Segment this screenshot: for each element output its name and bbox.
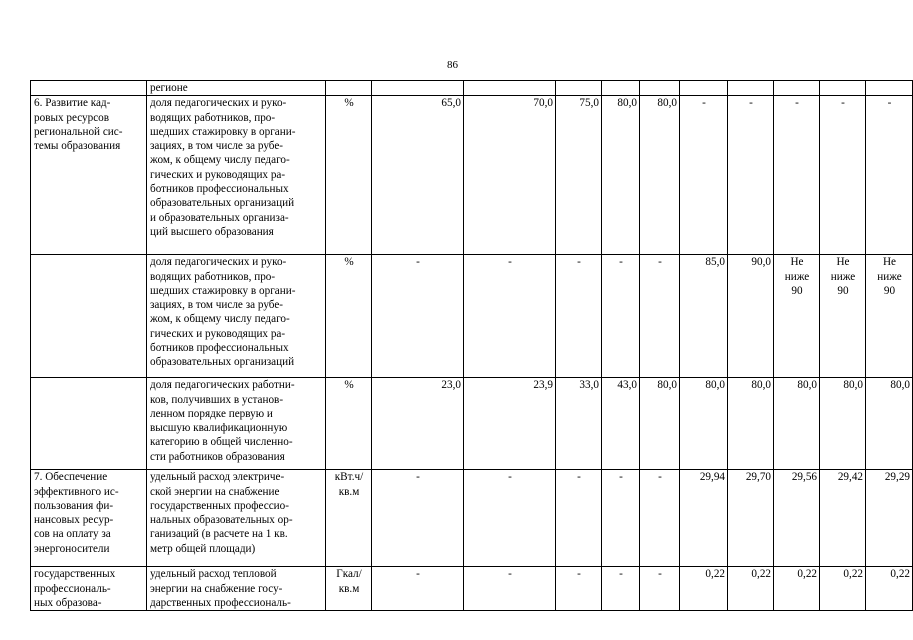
- indicator-cell: доля педагогических и руко- водящих работников, про- шедших стажировку в органи- зациях, в том числе за рубе- жом, к общему числу педаго- гических и руководящих ра- ботников профессиональных образовательных организаций: [147, 255, 326, 378]
- value-cell-6: 85,0: [680, 255, 728, 378]
- table-row: [31, 567, 913, 611]
- value-cell-5: 80,0: [640, 378, 680, 470]
- value-cell-4: 43,0: [602, 378, 640, 470]
- value-cell-4: -: [602, 470, 640, 567]
- value-cell-3: 75,0: [556, 96, 602, 255]
- indicator-cell: доля педагогических работни- ков, получивших в установ- ленном порядке первую и высшую квалификационную категорию в общей численно- сти работников образования: [147, 378, 326, 470]
- value-cell-7: [728, 81, 774, 96]
- value-cell-7: 80,0: [728, 378, 774, 470]
- value-cell-1: -: [372, 567, 464, 611]
- value-cell-2: -: [464, 567, 556, 611]
- unit-cell: [326, 81, 372, 96]
- value-cell-8: [774, 81, 820, 96]
- goal-cell: [31, 81, 147, 96]
- value-cell-2: -: [464, 255, 556, 378]
- value-cell-8: Не ниже 90: [774, 255, 820, 378]
- indicator-cell: регионе: [147, 81, 326, 96]
- indicator-cell: удельный расход электриче- ской энергии на снабжение государственных профессио- нальных образовательных ор- ганизаций (в расчете на 1 кв. метр общей площади): [147, 470, 326, 567]
- value-cell-1: -: [372, 255, 464, 378]
- value-cell-7: 90,0: [728, 255, 774, 378]
- table-row: [31, 470, 913, 567]
- value-cell-3: -: [556, 567, 602, 611]
- value-cell-10: 29,29: [866, 470, 913, 567]
- table-row: [31, 81, 913, 96]
- value-cell-3: -: [556, 470, 602, 567]
- value-cell-9: 29,42: [820, 470, 866, 567]
- value-cell-2: [464, 81, 556, 96]
- value-cell-5: [640, 81, 680, 96]
- value-cell-9: 0,22: [820, 567, 866, 611]
- value-cell-1: [372, 81, 464, 96]
- unit-cell: Гкал/ кв.м: [326, 567, 372, 611]
- value-cell-5: -: [640, 255, 680, 378]
- value-cell-4: -: [602, 255, 640, 378]
- value-cell-7: -: [728, 96, 774, 255]
- value-cell-9: Не ниже 90: [820, 255, 866, 378]
- unit-cell: кВт.ч/ кв.м: [326, 470, 372, 567]
- value-cell-3: [556, 81, 602, 96]
- unit-cell: %: [326, 255, 372, 378]
- value-cell-6: 80,0: [680, 378, 728, 470]
- value-cell-2: 23,9: [464, 378, 556, 470]
- indicator-cell: доля педагогических и руко- водящих работников, про- шедших стажировку в органи- зациях, в том числе за рубе- жом, к общему числу педаго- гических и руководящих ра- ботников профессиональных образовательных организаций и образовательных организа- ций высшего образования: [147, 96, 326, 255]
- indicators-table: [30, 80, 913, 611]
- value-cell-8: 0,22: [774, 567, 820, 611]
- table-row: [31, 96, 913, 255]
- value-cell-9: 80,0: [820, 378, 866, 470]
- goal-cell: 6. Развитие кад- ровых ресурсов региональной сис- темы образования: [31, 96, 147, 255]
- indicator-cell: удельный расход тепловой энергии на снабжение госу- дарственных профессиональ-: [147, 567, 326, 611]
- value-cell-8: 80,0: [774, 378, 820, 470]
- value-cell-1: 65,0: [372, 96, 464, 255]
- value-cell-6: -: [680, 96, 728, 255]
- value-cell-1: 23,0: [372, 378, 464, 470]
- value-cell-9: -: [820, 96, 866, 255]
- value-cell-5: 80,0: [640, 96, 680, 255]
- value-cell-1: -: [372, 470, 464, 567]
- value-cell-3: -: [556, 255, 602, 378]
- page-number: 86: [447, 59, 458, 71]
- goal-cell: [31, 255, 147, 378]
- value-cell-10: [866, 81, 913, 96]
- value-cell-4: 80,0: [602, 96, 640, 255]
- goal-cell: [31, 378, 147, 470]
- value-cell-8: 29,56: [774, 470, 820, 567]
- value-cell-9: [820, 81, 866, 96]
- value-cell-2: 70,0: [464, 96, 556, 255]
- value-cell-4: -: [602, 567, 640, 611]
- value-cell-10: Не ниже 90: [866, 255, 913, 378]
- value-cell-10: 80,0: [866, 378, 913, 470]
- value-cell-7: 29,70: [728, 470, 774, 567]
- value-cell-10: 0,22: [866, 567, 913, 611]
- value-cell-3: 33,0: [556, 378, 602, 470]
- unit-cell: %: [326, 378, 372, 470]
- value-cell-2: -: [464, 470, 556, 567]
- value-cell-6: [680, 81, 728, 96]
- value-cell-5: -: [640, 470, 680, 567]
- goal-cell: 7. Обеспечение эффективного ис- пользования фи- нансовых ресур- сов на оплату за энергоносители: [31, 470, 147, 567]
- value-cell-4: [602, 81, 640, 96]
- table-row: [31, 255, 913, 378]
- goal-cell: государственных профессиональ- ных образова-: [31, 567, 147, 611]
- value-cell-8: -: [774, 96, 820, 255]
- value-cell-5: -: [640, 567, 680, 611]
- unit-cell: %: [326, 96, 372, 255]
- value-cell-6: 29,94: [680, 470, 728, 567]
- table-row: [31, 378, 913, 470]
- value-cell-10: -: [866, 96, 913, 255]
- value-cell-7: 0,22: [728, 567, 774, 611]
- value-cell-6: 0,22: [680, 567, 728, 611]
